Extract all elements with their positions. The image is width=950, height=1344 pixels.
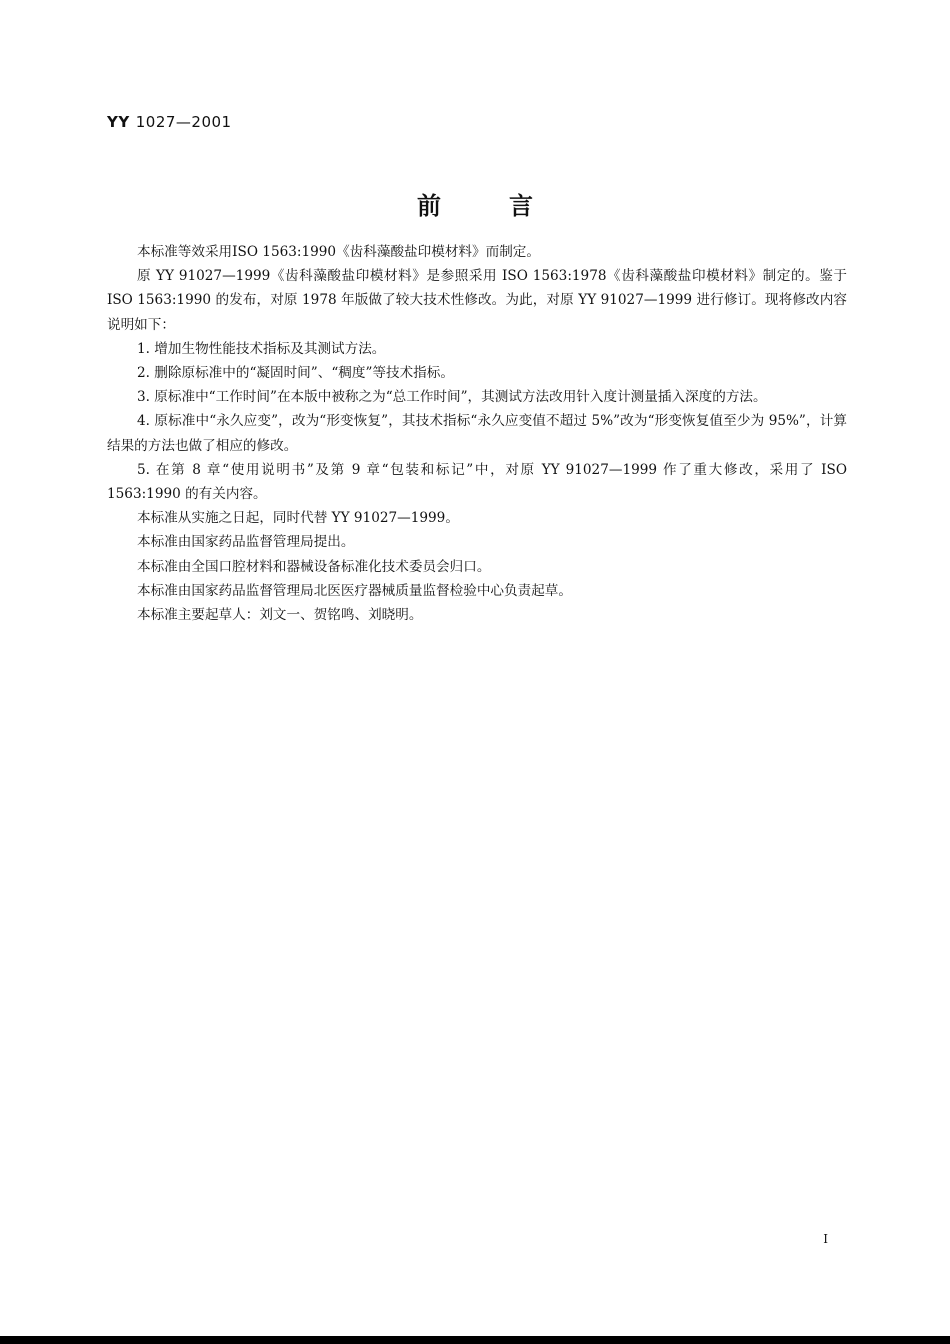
paragraph: 本标准由国家药品监督管理局北医医疗器械质量监督检验中心负责起草。 [137,582,572,599]
paragraph: 本标准等效采用ISO 1563:1990《齿科藻酸盐印模材料》而制定。 [137,244,540,260]
paragraph: 1. 增加生物性能技术指标及其测试方法。 [137,340,386,357]
page-number: I [823,1232,828,1246]
paragraph: 本标准从实施之日起，同时代替 YY 91027—1999。 [137,510,459,527]
paragraph: 5. 在第 8 章“使用说明书”及第 9 章“包装和标记”中，对原 YY 91027—1999 作了重大修改，采用了 ISO 1563:1990 的有关内容。 [107,461,847,503]
paragraph: 2. 删除原标准中的“凝固时间”、“稠度”等技术指标。 [137,365,454,382]
paragraph: 本标准主要起草人：刘文一、贺铭鸣、刘晓明。 [137,607,423,624]
page-title: 前言 [417,192,601,220]
paragraph: 4. 原标准中“永久应变”，改为“形变恢复”，其技术指标“永久应变值不超过 5%”改为“形变恢复值至少为 95%”，计算结果的方法也做了相应的修改。 [107,413,847,454]
paragraph: 本标准由国家药品监督管理局提出。 [137,534,355,551]
bottom-border [0,1336,950,1344]
paragraph: 本标准由全国口腔材料和器械设备标准化技术委员会归口。 [137,558,491,575]
foreword-body [107,240,847,627]
standard-code-prefix: YY [107,113,130,131]
paragraph: 原 YY 91027—1999《齿科藻酸盐印模材料》是参照采用 ISO 1563:1978《齿科藻酸盐印模材料》制定的。鉴于 ISO 1563:1990 的发布，对原 1978 年版做了较大技术性修改。为此，对原 YY 91027—1999 进行修订。现将修改内容说明如下： [107,268,847,333]
paragraph: 3. 原标准中“工作时间”在本版中被称之为“总工作时间”，其测试方法改用针入度计测量插入深度的方法。 [137,389,767,406]
standard-code [107,113,232,131]
standard-code-number: 1027—2001 [135,113,232,131]
